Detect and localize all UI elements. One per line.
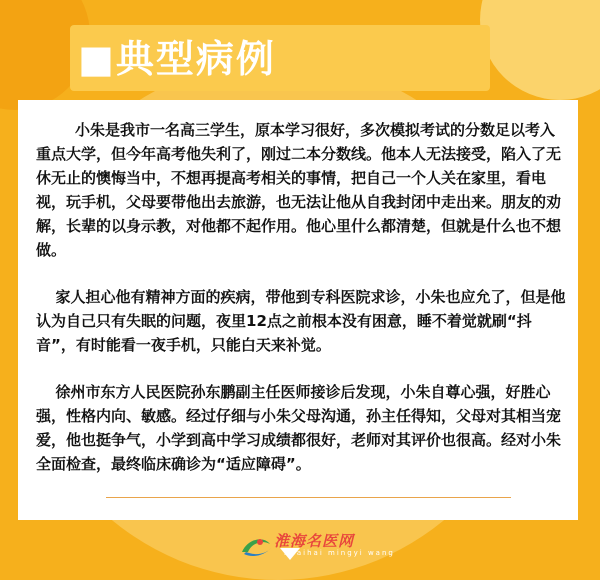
paragraph-3: 徐州市东方人民医院孙东鹏副主任医师接诊后发现，小朱自尊心强，好胜心强，性格内向、敏感。经过仔细与小朱父母沟通，孙主任得知，父母对其相当宠爱，他也挺争气，小学到高中学习成绩都很好，老师对其评价也很高。经对小朱全面检查，最终临床确诊为“适应障碍”。 bbox=[36, 383, 562, 473]
divider-line bbox=[106, 497, 511, 498]
page-title: ■典型病例 bbox=[78, 37, 276, 81]
paragraph-1: 小朱是我市一名高三学生，原本学习很好，多次模拟考试的分数足以考入重点大学，但今年高考他失利了，刚过二本分数线。他本人无法接受，陷入了无休无止的懊悔当中，不想再提高考相关的事情，把自己一个人关在家里，看电视，玩手机，父母要带他出去旅游，也无法让他从自我封闭中走出来。朋友的劝解，长辈的以身示教，对他都不起作用。他心里什么都清楚，但就是什么也不想做。 bbox=[36, 121, 562, 259]
background-circle-top bbox=[480, 0, 600, 100]
paragraph-2: 家人担心他有精神方面的疾病，带他到专科医院求诊，小朱也应允了，但是他认为自己只有失眠的问题，夜里12点之前根本没有困意，睡不着觉就刷“抖音”，有时能看一夜手机，只能白天来补觉。 bbox=[36, 288, 566, 354]
case-text bbox=[36, 118, 566, 499]
site-logo-subtext: huaihai mingyi wang bbox=[284, 549, 395, 557]
site-logo-text: 淮海名医网 bbox=[274, 532, 355, 550]
